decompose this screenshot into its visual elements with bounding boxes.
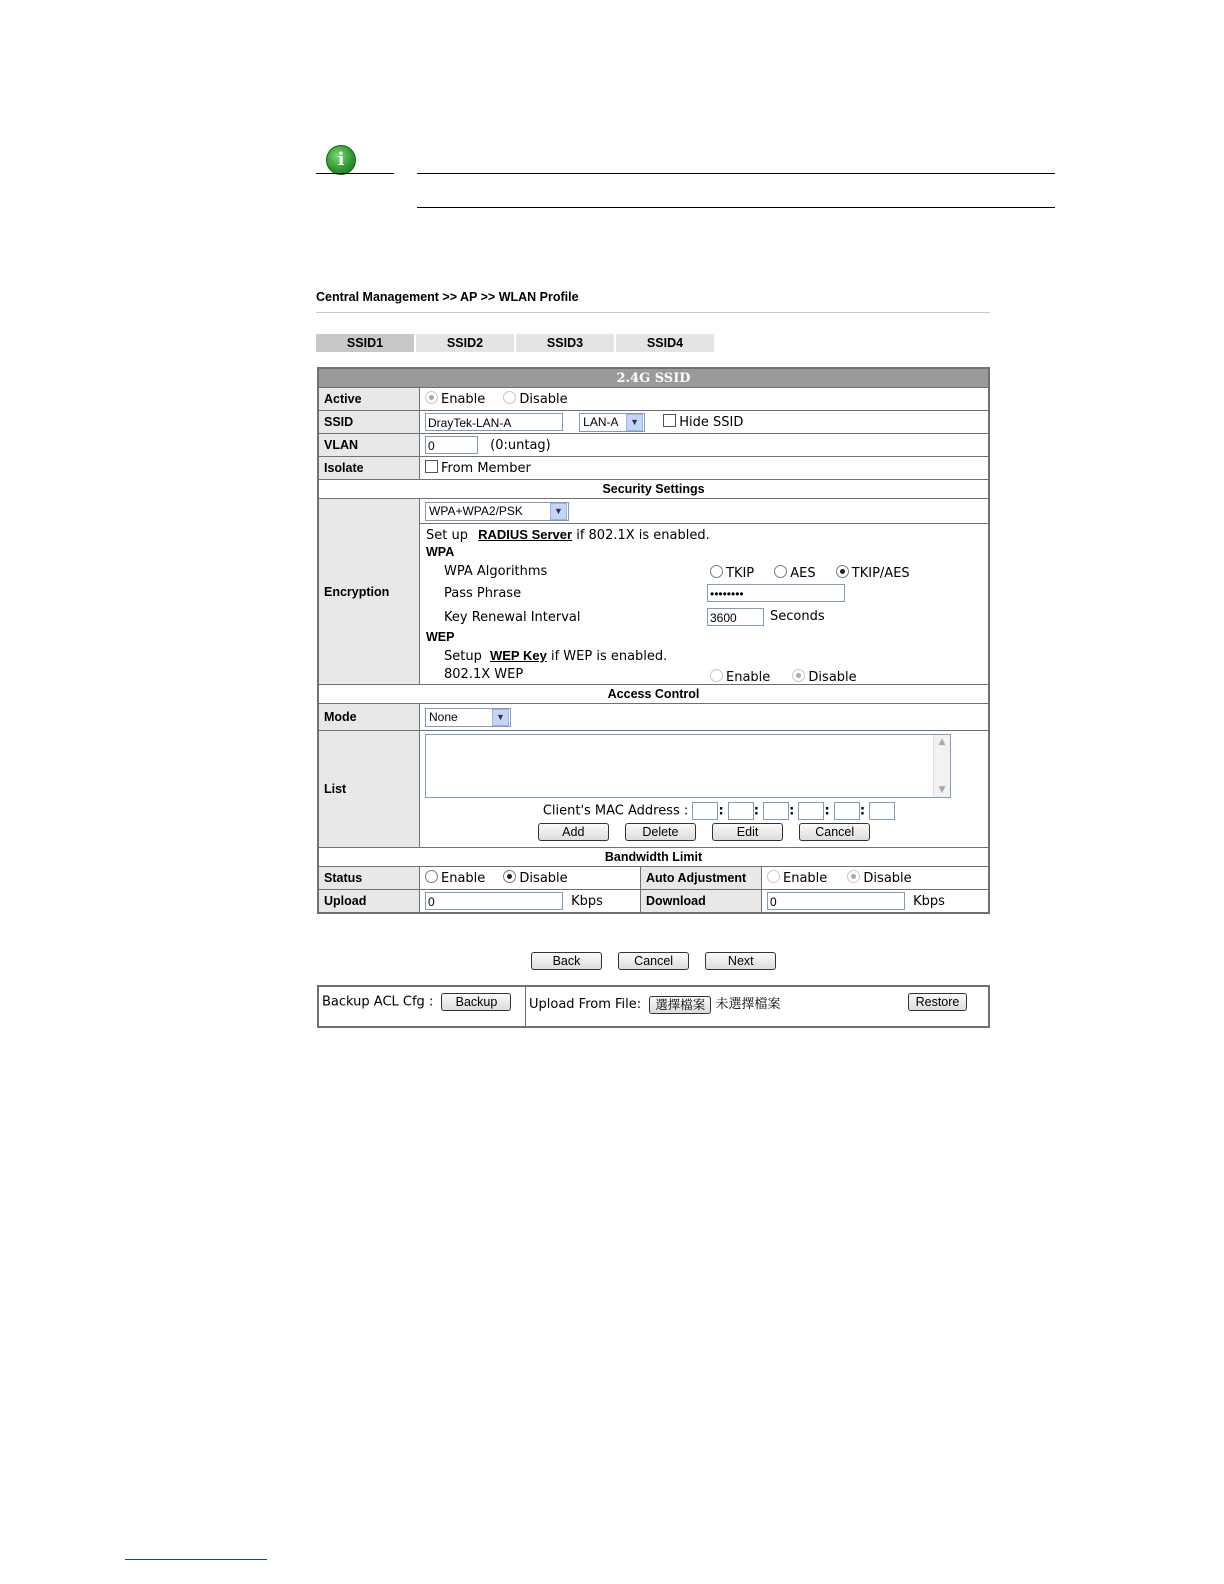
back-button[interactable]: Back [531, 952, 602, 970]
tab-ssid4[interactable]: SSID4 [616, 334, 714, 352]
pass-phrase-label: Pass Phrase [444, 586, 522, 601]
radius-setup-suffix: if 802.1X is enabled. [576, 528, 710, 543]
scrollbar[interactable]: ▲ ▼ [933, 735, 950, 797]
ssid-tabs [316, 334, 716, 352]
note-divider [417, 173, 1055, 174]
wep-heading: WEP [426, 630, 455, 644]
auto-disable-label: Disable [863, 871, 912, 886]
vlan-input[interactable]: 0 [425, 436, 478, 454]
breadcrumb-divider [316, 312, 990, 313]
from-member-checkbox[interactable] [425, 460, 438, 473]
active-enable-radio[interactable] [425, 391, 438, 404]
upload-input[interactable]: 0 [425, 892, 563, 910]
tkip-aes-radio[interactable] [836, 565, 849, 578]
delete-button[interactable]: Delete [625, 823, 696, 841]
isolate-label: Isolate [318, 457, 420, 480]
mac-octet-input[interactable] [763, 802, 789, 820]
auto-enable-label: Enable [783, 871, 828, 886]
next-button[interactable]: Next [705, 952, 776, 970]
radius-server-link[interactable]: RADIUS Server [478, 527, 573, 542]
wep-8021x-enable-label: Enable [726, 670, 771, 685]
add-button[interactable]: Add [538, 823, 609, 841]
active-label: Active [318, 388, 420, 411]
access-mode-select[interactable] [425, 708, 511, 727]
active-disable-label: Disable [519, 392, 568, 407]
bandwidth-enable-label: Enable [441, 871, 486, 886]
wlan-profile-table: 2.4G SSID Active Enable Disable SSID DrayTek-LAN-A LAN-A ▼ Hide SSID VLAN 0 (0:untag) Isolate From Member Security Settings Encryption WPA+WPA2/PSK ▼ Set up RADIUS Server if 802.1X is enabled. WPA WPA Algorithms TKIP AES TKIP/AES Pass Phrase •••••••• Key Renewal Interval 3600 Seconds WEP Setup WEP Key if WEP is enabled. 802.1X WEP Enable Disable Access Control Mode None ▼ List ▲ ▼ Client's MAC Address : : : : : : Add Delete Edit Cancel Bandwidth Limit Status Enable Disable Auto Adjustment Enable Disable Upload 0 Kbps Download 0 Kbps [317, 367, 990, 914]
download-input[interactable]: 0 [767, 892, 905, 910]
encryption-label: Encryption [318, 499, 420, 685]
info-icon: i [326, 145, 356, 175]
aes-label: AES [790, 566, 816, 581]
ssid-label: SSID [318, 411, 420, 434]
edit-button[interactable]: Edit [712, 823, 783, 841]
bandwidth-enable-radio[interactable] [425, 870, 438, 883]
tab-ssid3[interactable]: SSID3 [516, 334, 614, 352]
wep-key-link[interactable]: WEP Key [489, 648, 547, 663]
wep-8021x-enable-radio[interactable] [710, 669, 723, 682]
status-label: Status [318, 867, 420, 890]
encryption-select-value: WPA+WPA2/PSK [429, 504, 523, 518]
auto-enable-radio[interactable] [767, 870, 780, 883]
mac-octet-input[interactable] [834, 802, 860, 820]
list-label: List [318, 731, 420, 848]
encryption-select[interactable] [425, 502, 569, 521]
bandwidth-disable-label: Disable [519, 871, 568, 886]
wpa-algorithms-label: WPA Algorithms [444, 564, 548, 579]
radius-setup-text: Set up [426, 528, 468, 543]
from-member-label: From Member [441, 461, 531, 476]
active-disable-radio[interactable] [503, 391, 516, 404]
restore-button[interactable]: Restore [908, 993, 967, 1011]
pass-phrase-input[interactable]: •••••••• [707, 584, 845, 602]
key-renewal-input[interactable]: 3600 [707, 608, 764, 626]
key-renewal-label: Key Renewal Interval [444, 610, 581, 625]
mode-label: Mode [318, 704, 420, 731]
lan-select[interactable] [579, 413, 645, 432]
auto-disable-radio[interactable] [847, 870, 860, 883]
access-mode-value: None [429, 710, 458, 724]
active-enable-label: Enable [441, 392, 486, 407]
mac-octet-input[interactable] [798, 802, 824, 820]
tkip-aes-label: TKIP/AES [851, 566, 910, 581]
mac-octet-input[interactable] [869, 802, 895, 820]
mac-list-textarea[interactable] [425, 734, 951, 798]
cancel-button[interactable]: Cancel [618, 952, 689, 970]
backup-acl-label: Backup ACL Cfg : [322, 994, 434, 1010]
mac-octet-input[interactable] [692, 802, 718, 820]
breadcrumb: Central Management >> AP >> WLAN Profile [316, 290, 579, 304]
note-divider [316, 173, 394, 174]
hide-ssid-checkbox[interactable] [663, 414, 676, 427]
hide-ssid-label: Hide SSID [679, 414, 744, 430]
choose-file-button[interactable]: 選擇檔案 [649, 996, 711, 1014]
security-settings-heading: Security Settings [318, 480, 989, 499]
tkip-label: TKIP [726, 566, 755, 581]
table-title: 2.4G SSID [318, 368, 989, 388]
vlan-hint: (0:untag) [490, 437, 551, 453]
aes-radio[interactable] [774, 565, 787, 578]
wep-8021x-disable-label: Disable [808, 670, 857, 685]
bandwidth-disable-radio[interactable] [503, 870, 516, 883]
footer-divider [125, 1559, 267, 1560]
chevron-down-icon: ▼ [626, 414, 643, 431]
access-control-heading: Access Control [318, 685, 989, 704]
tab-ssid1[interactable]: SSID1 [316, 334, 414, 352]
action-buttons [531, 952, 776, 970]
no-file-text: 未選擇檔案 [715, 997, 781, 1012]
upload-file-label: Upload From File: [529, 997, 642, 1012]
panel-divider [525, 987, 526, 1026]
lan-select-value: LAN-A [583, 415, 619, 429]
mac-octet-input[interactable] [728, 802, 754, 820]
seconds-label: Seconds [770, 609, 825, 624]
note-divider [417, 207, 1055, 208]
cancel-mac-button[interactable]: Cancel [799, 823, 870, 841]
vlan-label: VLAN [318, 434, 420, 457]
tab-ssid2[interactable]: SSID2 [416, 334, 514, 352]
bandwidth-limit-heading: Bandwidth Limit [318, 848, 989, 867]
auto-adjustment-label: Auto Adjustment [641, 867, 762, 890]
wpa-heading: WPA [426, 545, 455, 559]
download-unit: Kbps [913, 893, 945, 909]
upload-unit: Kbps [571, 893, 603, 909]
wep-8021x-label: 802.1X WEP [444, 667, 524, 682]
tkip-radio[interactable] [710, 565, 723, 578]
wep-setup-suffix: if WEP is enabled. [550, 649, 668, 664]
mac-address-label: Client's MAC Address : [542, 803, 689, 819]
download-label: Download [641, 890, 762, 914]
wep-8021x-disable-radio[interactable] [792, 669, 805, 682]
wep-setup-text: Setup [444, 649, 482, 664]
chevron-down-icon: ▼ [492, 709, 509, 726]
backup-restore-panel [317, 985, 990, 1028]
backup-button[interactable]: Backup [441, 993, 511, 1011]
upload-label: Upload [318, 890, 420, 914]
chevron-down-icon: ▼ [550, 503, 567, 520]
ssid-input[interactable]: DrayTek-LAN-A [425, 413, 563, 431]
